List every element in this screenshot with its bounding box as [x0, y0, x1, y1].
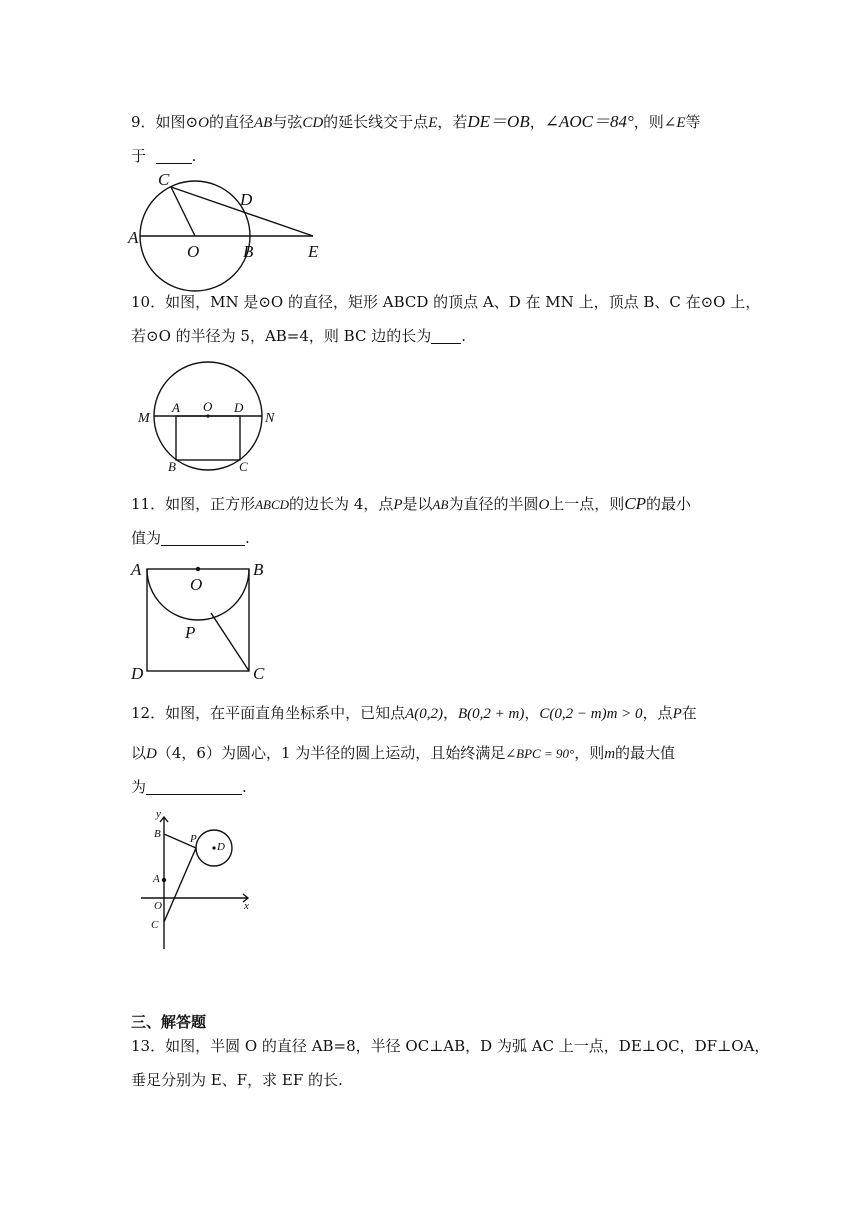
q12-line3 [131, 777, 247, 797]
q12-text: ， [443, 704, 459, 722]
q12-text: ，点 [642, 704, 673, 722]
q13-text: 垂足分别为 E、F，求 EF 的长. [131, 1071, 343, 1089]
q11-label-d: D [131, 664, 144, 683]
q10-text: 10．如图，MN 是⊙O 的直径，矩形 ABCD 的顶点 A、D 在 MN 上，顶点 B、C 在⊙O 上， [131, 293, 761, 311]
q12-point-c: C(0,2 − m)m > 0 [539, 706, 643, 722]
q12-angle-condition: ∠BPC = 90° [505, 746, 575, 761]
section-heading: 三、解答题 [131, 1013, 207, 1031]
q13-text: 13．如图，半圆 O 的直径 AB=8，半径 OC⊥AB，D 为弧 AC 上一点，DE⊥OC，DF⊥OA， [131, 1037, 770, 1055]
q10-label-d: D [234, 400, 244, 415]
q12-label-x: x [244, 900, 249, 912]
q12-point-a: A(0,2) [405, 706, 443, 722]
q10-label-b: B [168, 459, 176, 474]
q10-text: 若⊙O 的半径为 5，AB=4，则 BC 边的长为 [131, 327, 432, 345]
q11-text: 的最小 [646, 495, 692, 513]
q11-var-abcd: ABCD [255, 497, 290, 512]
q11-var-cp: CP [624, 494, 647, 513]
q10-line2 [131, 326, 466, 346]
q9-text: ，若 [437, 113, 468, 131]
q10-line1 [131, 292, 760, 312]
q12-text: （4，6）为圆心，1 为半径的圆上运动，且始终满足 [156, 744, 506, 762]
q9-text: ， [529, 113, 545, 131]
q13-line1 [131, 1036, 769, 1056]
q12-label-b: B [154, 828, 161, 840]
q12-figure [138, 804, 268, 954]
q11-answer-blank[interactable] [161, 530, 245, 546]
q11-figure [128, 556, 278, 686]
q11-label-c: C [253, 664, 265, 683]
q9-text: 9．如图⊙ [131, 113, 199, 131]
q9-var-ab: AB [253, 115, 273, 131]
q11-text: . [245, 529, 250, 547]
q10-label-n: N [265, 411, 275, 426]
q11-line2 [131, 528, 250, 548]
q12-label-o: O [154, 900, 162, 912]
q9-label-o: O [187, 242, 200, 261]
q9-var-o: O [198, 115, 209, 131]
q9-text: 于 [131, 147, 147, 165]
q11-center-dot [196, 567, 200, 571]
q9-label-a: A [128, 228, 139, 247]
q12-label-y: y [156, 808, 161, 820]
q12-line1 [131, 703, 697, 724]
q12-text: ， [524, 704, 540, 722]
q9-text: ，则∠ [633, 113, 677, 131]
q12-text: . [242, 778, 247, 796]
q9-var-e: E [676, 115, 686, 131]
q12-line2 [131, 743, 675, 764]
q9-figure [125, 168, 335, 288]
q9-text: 的直径 [208, 113, 254, 131]
q9-label-c: C [158, 170, 170, 189]
q12-text: 为 [131, 778, 147, 796]
q11-label-b: B [253, 560, 264, 579]
q12-text: 以 [131, 744, 147, 762]
q9-text: . [191, 147, 197, 165]
q10-label-m: M [138, 411, 150, 426]
q11-var-ab: AB [432, 497, 449, 512]
q9-label-d: D [240, 190, 253, 209]
q10-center-dot [206, 414, 209, 417]
q11-label-p: P [185, 623, 196, 642]
q9-answer-blank[interactable] [156, 148, 192, 164]
q12-text: 12．如图，在平面直角坐标系中，已知点 [131, 704, 406, 722]
q11-line1 [131, 494, 691, 515]
q9-label-e: E [308, 242, 319, 261]
q11-text: 是以 [402, 495, 433, 513]
q11-text: 为直径的半圆 [448, 495, 539, 513]
q13-line2 [131, 1070, 343, 1090]
q11-var-p: P [393, 497, 403, 513]
q9-text: 与弦 [272, 113, 303, 131]
q11-text: 的边长为 4，点 [289, 495, 394, 513]
q9-line2 [131, 146, 196, 166]
q9-var-e: E [428, 115, 438, 131]
q12-label-c: C [151, 919, 159, 931]
q10-label-a: A [172, 400, 180, 415]
q12-point-a-dot [162, 878, 166, 882]
q12-point-b: B(0,2 + m) [458, 706, 525, 722]
q10-label-o: O [203, 399, 213, 414]
q9-equation-de-ob: DE＝OB [467, 112, 530, 131]
q9-equation-angle: ∠AOC＝84° [544, 112, 634, 131]
q12-text: ，则 [574, 744, 605, 762]
q12-answer-blank[interactable] [146, 779, 242, 795]
q9-var-cd: CD [302, 115, 324, 131]
q12-point-d-dot [212, 846, 215, 849]
q12-label-a: A [153, 873, 160, 885]
q12-var-p: P [672, 706, 682, 722]
q12-var-m: m [604, 746, 616, 762]
q12-label-p: P [190, 833, 197, 845]
q10-label-c: C [239, 459, 248, 474]
q12-line-cp [164, 848, 196, 922]
q11-text: 值为 [131, 529, 162, 547]
q12-label-d: D [217, 841, 225, 853]
q10-text: . [461, 327, 467, 345]
q11-text: 11．如图，正方形 [131, 495, 256, 513]
q10-figure [135, 360, 285, 478]
q9-label-b: B [243, 242, 254, 261]
q11-var-o: O [538, 497, 550, 513]
q12-text: 在 [681, 704, 697, 722]
q11-line-pc [211, 613, 249, 671]
q9-text: 等 [685, 113, 701, 131]
q12-text: 的最大值 [615, 744, 676, 762]
q11-label-o: O [190, 575, 203, 594]
q11-label-a: A [131, 560, 142, 579]
q12-var-d: D [146, 746, 157, 762]
q9-text: 的延长线交于点 [323, 113, 429, 131]
q9-line1 [131, 112, 701, 133]
q10-rectangle [176, 416, 240, 460]
q11-text: 上一点，则 [549, 495, 625, 513]
q10-answer-blank[interactable] [431, 328, 461, 344]
